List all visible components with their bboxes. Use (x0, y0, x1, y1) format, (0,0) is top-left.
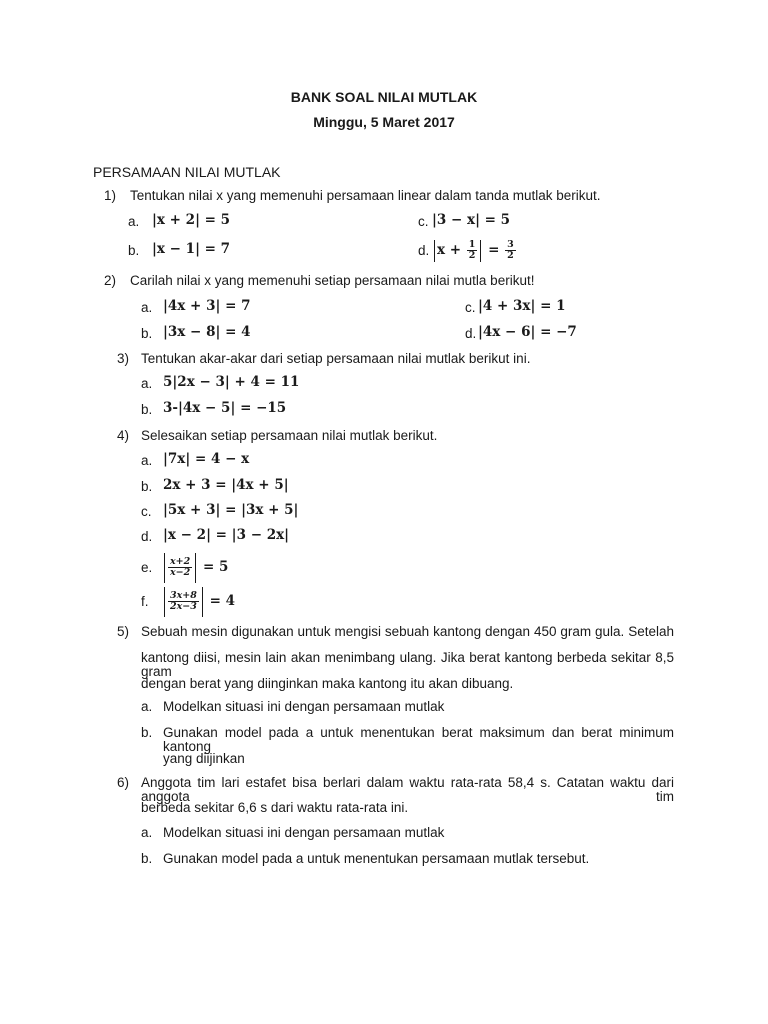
q4-c-label: c. (141, 504, 152, 519)
q2-c-expression: |4 + 3x| = 1 (478, 298, 566, 314)
q5-b-line-2: yang diijinkan (163, 751, 245, 766)
q6-number: 6) (117, 775, 130, 790)
q4-f-label: f. (141, 594, 149, 609)
q2-c-label: c. (465, 300, 476, 315)
q4-e-label: e. (141, 560, 153, 575)
q1-d-label: d. (418, 243, 430, 258)
q2-b-expression: |3x − 8| = 4 (163, 324, 251, 340)
q4-number: 4) (117, 428, 130, 443)
q1-b-expression: |x − 1| = 7 (152, 241, 231, 257)
q6-b-text: Gunakan model pada a untuk menentukan persamaan mutlak tersebut. (163, 851, 590, 866)
q5-line-1: Sebuah mesin digunakan untuk mengisi sebuah kantong dengan 450 gram gula. Setelah (141, 624, 674, 639)
q4-e-expression: $\frac{x+2}{x-2}$ = 5 (162, 551, 228, 583)
q2-d-label: d. (465, 326, 477, 341)
q1-b-label: b. (128, 243, 140, 258)
q1-c-label: c. (418, 214, 429, 229)
q2-a-expression: |4x + 3| = 7 (163, 298, 251, 314)
q5-a-label: a. (141, 699, 153, 714)
q1-c-expression: |3 − x| = 5 (432, 212, 511, 228)
q4-b-label: b. (141, 479, 153, 494)
q3-text: Tentukan akar-akar dari setiap persamaan nilai mutlak berikut ini. (141, 351, 531, 366)
q4-a-label: a. (141, 453, 153, 468)
q2-d-expression: |4x − 6| = −7 (478, 324, 577, 340)
q2-b-label: b. (141, 326, 153, 341)
q1-text: Tentukan nilai x yang memenuhi persamaan linear dalam tanda mutlak berikut. (130, 188, 601, 203)
q5-a-text: Modelkan situasi ini dengan persamaan mutlak (163, 699, 445, 714)
q4-d-label: d. (141, 529, 153, 544)
q3-a-label: a. (141, 376, 153, 391)
q4-a-expression: |7x| = 4 − x (163, 451, 250, 467)
q4-b-expression: 2x + 3 = |4x + 5| (163, 477, 289, 493)
q5-b-line-1: Gunakan model pada a untuk menentukan berat maksimum dan berat minimum kantong (163, 725, 674, 754)
q3-a-expression: 5|2x − 3| + 4 = 11 (163, 374, 300, 390)
q5-line-2: kantong diisi, mesin lain akan menimbang ulang. Jika berat kantong berbeda sekitar 8,5 gram (141, 650, 674, 679)
q1-a-expression: |x + 2| = 5 (152, 212, 231, 228)
q4-text: Selesaikan setiap persamaan nilai mutlak berikut. (141, 428, 438, 443)
q5-line-3: dengan berat yang diinginkan maka kantong itu akan dibuang. (141, 676, 514, 691)
q6-b-label: b. (141, 851, 153, 866)
q2-a-label: a. (141, 300, 153, 315)
q6-line-1: Anggota tim lari estafet bisa berlari dalam waktu rata-rata 58,4 s. Catatan waktu dari anggota tim (141, 775, 674, 804)
q1-a-label: a. (128, 214, 140, 229)
q4-d-expression: |x − 2| = |3 − 2x| (163, 527, 290, 543)
document-title: BANK SOAL NILAI MUTLAK (290, 89, 478, 105)
q3-b-label: b. (141, 402, 153, 417)
section-title: PERSAMAAN NILAI MUTLAK (93, 164, 281, 180)
q6-a-text: Modelkan situasi ini dengan persamaan mutlak (163, 825, 445, 840)
q4-c-expression: |5x + 3| = |3x + 5| (163, 502, 299, 518)
q6-line-2: berbeda sekitar 6,6 s dari waktu rata-rata ini. (141, 800, 409, 815)
q5-b-label: b. (141, 725, 153, 740)
q3-b-expression: 3-|4x − 5| = −15 (163, 400, 287, 416)
q2-number: 2) (104, 273, 117, 288)
q5-number: 5) (117, 624, 130, 639)
q1-d-expression: x + $\frac{1}{2}$ = $\frac{3}{2}$ (432, 235, 517, 265)
q3-number: 3) (117, 351, 130, 366)
q1-number: 1) (104, 188, 117, 203)
q4-f-expression: $\frac{3x+8}{2x-3}$ = 4 (162, 585, 235, 617)
q6-a-label: a. (141, 825, 153, 840)
document-date: Minggu, 5 Maret 2017 (313, 114, 455, 130)
q2-text: Carilah nilai x yang memenuhi setiap persamaan nilai mutla berikut! (130, 273, 535, 288)
